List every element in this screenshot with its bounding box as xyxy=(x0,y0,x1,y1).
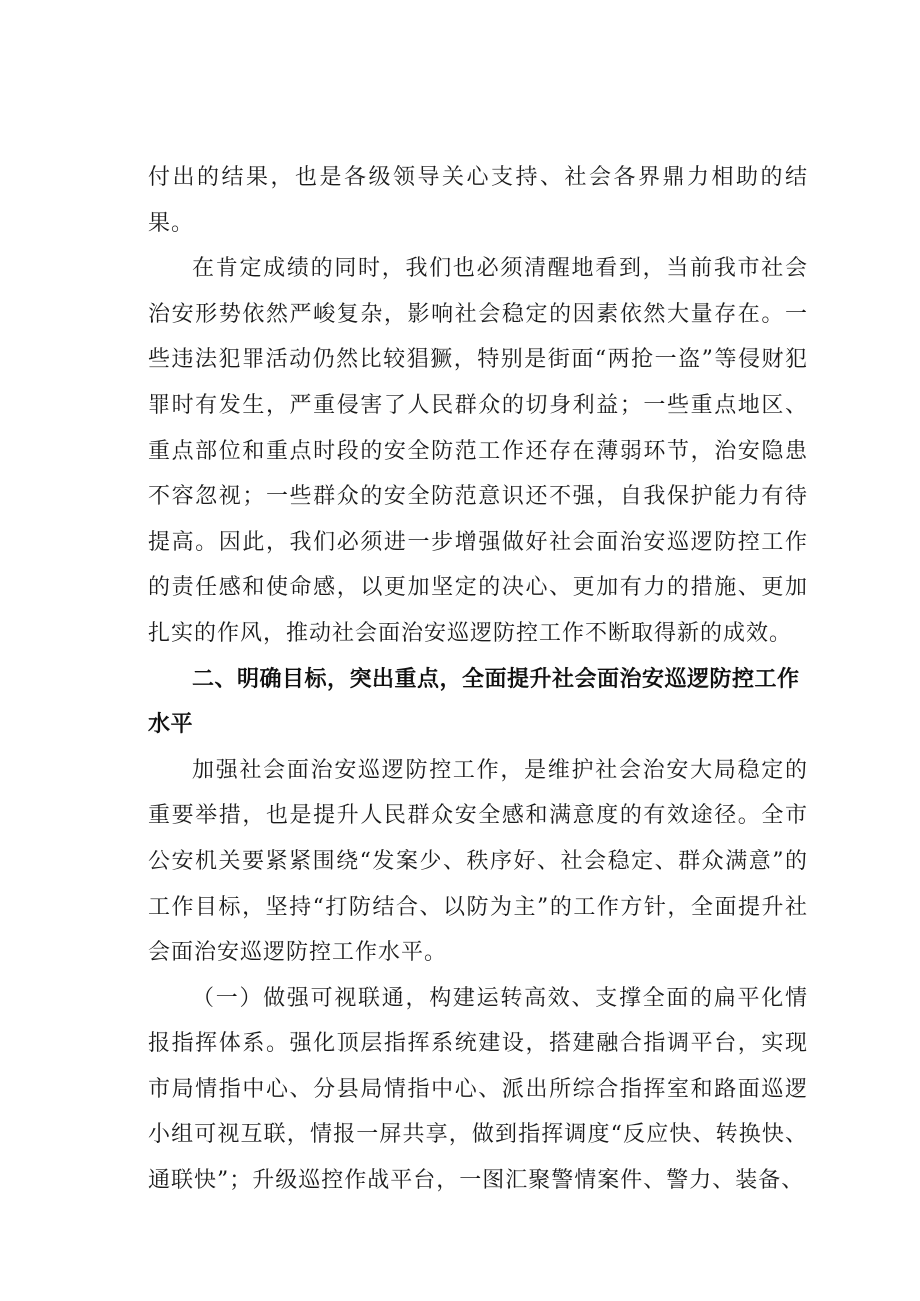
paragraph-subsection-1: （一）做强可视联通，构建运转高效、支撑全面的扁平化情报指挥体系。强化顶层指挥系统建设，搭建融合指调平台，实现市局情指中心、分县局情指中心、派出所综合指挥室和路面巡逻小组可视互联，情报一屏共享，做到指挥调度“反应快、转换快、通联快”；升级巡控作战平台，一图汇聚警情案件、警力、装备、 xyxy=(148,985,808,1194)
paragraph-security-situation: 在肯定成绩的同时，我们也必须清醒地看到，当前我市社会治安形势依然严峻复杂，影响社会稳定的因素依然大量存在。一些违法犯罪活动仍然比较猖獗，特别是街面“两抢一盗”等侵财犯罪时有发生，严重侵害了人民群众的切身利益；一些重点地区、重点部位和重点时段的安全防范工作还存在薄弱环节，治安隐患不容忽视；一些群众的安全防范意识还不强，自我保护能力有待提高。因此，我们必须进一步增强做好社会面治安巡逻防控工作的责任感和使命感，以更加坚定的决心、更加有力的措施、更加扎实的作风，推动社会面治安巡逻防控工作不断取得新的成效。 xyxy=(148,256,808,646)
section-heading-2: 二、明确目标，突出重点，全面提升社会面治安巡逻防控工作水平 xyxy=(148,666,800,738)
paragraph-continuation: 付出的结果，也是各级领导关心支持、社会各界鼎力相助的结果。 xyxy=(148,165,808,236)
paragraph-work-goals: 加强社会面治安巡逻防控工作，是维护社会治安大局稳定的重要举措，也是提升人民群众安全感和满意度的有效途径。全市公安机关要紧紧围绕“发案少、秩序好、社会稳定、群众满意”的工作目标，坚持“打防结合、以防为主”的工作方针，全面提升社会面治安巡逻防控工作水平。 xyxy=(148,757,808,966)
document-body xyxy=(148,155,808,1204)
